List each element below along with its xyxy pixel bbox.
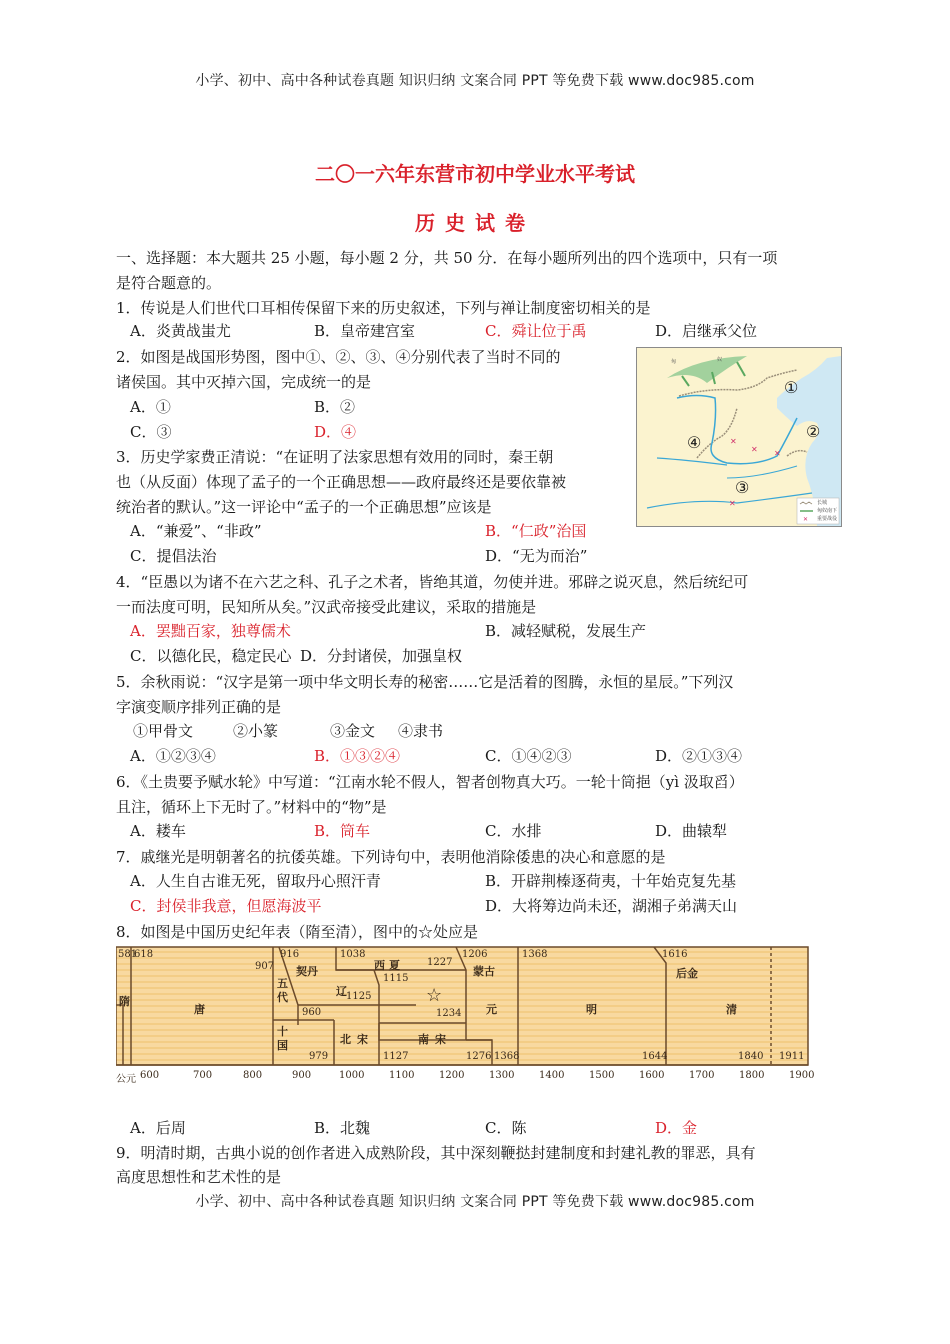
question-stem: 7．戚继光是明朝著名的抗倭英雄。下列诗句中，表明他消除倭患的决心和意愿的是 [116,848,666,866]
section-intro-line-2: 是符合题意的。 [116,274,222,292]
state-label-1: ① [784,378,799,397]
year-1115: 1115 [383,973,409,984]
axis-tick: 1400 [539,1070,565,1081]
svg-text:✕: ✕ [751,445,758,454]
year-1127: 1127 [383,1051,409,1062]
option-a[interactable]: A．人生自古谁无死，留取丹心照汗青 [130,872,381,890]
option-b-answer[interactable]: B．筒车 [314,822,371,840]
option-b-answer[interactable]: B．①③②④ [314,747,401,765]
legend-battle: 重要战役 [817,516,838,522]
axis-tick: 800 [243,1070,263,1081]
warring-states-map [636,347,842,527]
option-d-answer[interactable]: D．金 [655,1119,698,1137]
year-1227: 1227 [427,957,453,968]
year-581: 581 [118,949,138,960]
option-b[interactable]: B．北魏 [314,1119,371,1137]
option-c-answer[interactable]: C．舜让位于禹 [485,322,587,340]
axis-tick: 1000 [339,1070,365,1081]
year-1616: 1616 [662,949,688,960]
question-stem: 一而法度可明，民知所从矣。”汉武帝接受此建议，采取的措施是 [116,598,537,616]
svg-text:✕: ✕ [730,437,737,446]
year-916: 916 [280,949,300,960]
year-979: 979 [309,1051,329,1062]
svg-text:✕: ✕ [729,499,736,508]
option-b[interactable]: B．减轻赋税，发展生产 [485,622,647,640]
option-a[interactable]: A．后周 [130,1119,186,1137]
option-c[interactable]: C．水排 [485,822,542,840]
option-c-answer[interactable]: C．封侯非我意，但愿海波平 [130,897,322,915]
option-d[interactable]: D．曲辕犁 [655,822,728,840]
axis-tick: 1300 [489,1070,515,1081]
year-1125: 1125 [346,991,372,1002]
question-stem: 3．历史学家费正清说：“在证明了法家思想有效用的同时，秦王朝 [116,448,554,466]
year-907: 907 [255,961,275,972]
dynasty-ming: 明 [586,1003,597,1016]
axis-tick: 1200 [439,1070,465,1081]
item-1: ①甲骨文 [133,722,194,740]
legend-great-wall: 长城 [817,500,828,506]
year-1644: 1644 [642,1051,668,1062]
option-c[interactable]: C．③ [130,423,172,441]
axis-prefix: 公元 [116,1074,136,1085]
option-d-answer[interactable]: D．④ [314,423,357,441]
question-stem: 6．《土贵要予赋水轮》中写道：“江南水轮不假人，智者创物真大巧。一轮十筒挹（yì 汲取舀） [116,773,744,791]
item-4: ④隶书 [398,722,444,740]
option-a-answer[interactable]: A．罢黜百家，独尊儒术 [130,622,291,640]
year-1368-end: 1368 [494,1051,520,1062]
item-3: ③金文 [330,722,376,740]
exam-title: 二〇一六年东营市初中学业水平考试 [315,162,635,186]
question-stem: 且注，循环上下无时了。”材料中的“物”是 [116,798,387,816]
item-2: ②小篆 [233,722,279,740]
option-a[interactable]: A．耧车 [130,822,186,840]
year-1276: 1276 [466,1051,492,1062]
dynasty-sui: 隋 [119,995,130,1008]
option-b[interactable]: B．皇帝建宫室 [314,322,416,340]
question-stem: 诸侯国。其中灭掉六国，完成统一的是 [116,373,372,391]
dynasty-houjin: 后金 [676,967,698,980]
dynasty-tang: 唐 [194,1003,205,1016]
dynasty-beisong: 北宋 [340,1033,374,1046]
option-d[interactable]: D．“无为而治” [485,547,588,565]
dynasty-qing: 清 [726,1003,737,1016]
option-a[interactable]: A．“兼爱”、“非政” [130,522,262,540]
exam-subtitle: 历史试卷 [415,211,535,235]
option-d[interactable]: D．大将筹边尚未还，湖湘子弟满天山 [485,897,738,915]
option-b[interactable]: B．② [314,398,356,416]
state-label-2: ② [806,422,821,441]
dynasty-menggu: 蒙古 [473,965,495,978]
dynasty-liao: 辽 [336,985,347,998]
option-c[interactable]: C．陈 [485,1119,527,1137]
option-c[interactable]: C．①④②③ [485,747,572,765]
question-stem: 字演变顺序排列正确的是 [116,698,282,716]
footer-banner: 小学、初中、高中各种试卷真题 知识归纳 文案合同 PPT 等免费下载 www.doc985.com [195,1194,755,1210]
option-c[interactable]: C．提倡法治 [130,547,217,565]
dynasty-yuan: 元 [486,1003,497,1016]
question-stem: 2．如图是战国形势图，图中①、②、③、④分别代表了当时不同的 [116,348,561,366]
axis-tick: 1100 [389,1070,415,1081]
axis-tick: 1600 [639,1070,665,1081]
axis-tick: 700 [193,1070,213,1081]
question-stem: 高度思想性和艺术性的是 [116,1168,282,1186]
year-1234: 1234 [436,1008,462,1019]
question-stem: 5．余秋雨说：“汉字是第一项中华文明长寿的秘密……它是活着的图腾，永恒的星辰。”下列汉 [116,673,734,691]
question-stem: 4．“臣愚以为诸不在六艺之科、孔子之术者，皆绝其道，勿使并进。邪辟之说灭息，然后统纪可 [116,573,749,591]
option-b-answer[interactable]: B．“仁政”治国 [485,522,587,540]
question-stem: 1．传说是人们世代口耳相传保留下来的历史叙述，下列与禅让制度密切相关的是 [116,299,651,317]
year-618: 618 [134,949,154,960]
svg-text:✕: ✕ [803,516,809,523]
question-stem: 8．如图是中国历史纪年表（隋至清），图中的☆处应是 [116,923,479,941]
axis-tick: 1700 [689,1070,715,1081]
dynasty-wudai: 五代 [277,977,288,1004]
year-1368-start: 1368 [522,949,548,960]
section-intro-line-1: 一、选择题：本大题共 25 小题，每小题 2 分，共 50 分．在每小题所列出的四个选项中，只有一项 [116,249,778,267]
star-icon: ☆ [426,985,443,1006]
year-1911: 1911 [779,1051,805,1062]
state-label-3: ③ [735,478,750,497]
axis-tick: 600 [140,1070,160,1081]
question-stem: 统治者的默认。”这一评论中“孟子的一个正确思想”应该是 [116,498,492,516]
dynasty-xixia: 西夏 [374,959,404,972]
dynasty-nansong: 南宋 [418,1033,452,1046]
header-banner: 小学、初中、高中各种试卷真题 知识归纳 文案合同 PPT 等免费下载 www.doc985.com [195,73,755,89]
dynasty-shiguo: 十国 [277,1025,288,1052]
axis-tick: 900 [292,1070,312,1081]
axis-tick: 1900 [789,1070,815,1081]
option-a[interactable]: A．① [130,398,171,416]
xiongnu-label: 匈 [671,359,677,365]
option-c[interactable]: C．以德化民，稳定民心 [130,647,292,665]
axis-tick: 1800 [739,1070,765,1081]
xiongnu-label: 奴 [717,357,723,363]
dynasty-qidan: 契丹 [296,965,318,978]
option-d[interactable]: D．启继承父位 [655,322,758,340]
option-a[interactable]: A．炎黄战蚩尤 [130,322,231,340]
timeline-graphic [116,945,816,1090]
option-d[interactable]: D．②①③④ [655,747,743,765]
option-a[interactable]: A．①②③④ [130,747,216,765]
svg-text:✕: ✕ [774,449,781,458]
dynasty-timeline-chart [116,945,816,1090]
year-1840: 1840 [738,1051,764,1062]
option-b[interactable]: B．开辟荆榛逐荷夷，十年始克复先基 [485,872,737,890]
year-1206: 1206 [462,949,488,960]
legend-xiongnu-south: 匈奴南下 [817,508,838,514]
state-label-4: ④ [687,433,702,452]
year-960: 960 [302,1007,322,1018]
question-stem: 9．明清时期，古典小说的创作者进入成熟阶段，其中深刻鞭挞封建制度和封建礼教的罪恶，具有 [116,1144,756,1162]
option-d[interactable]: D．分封诸侯，加强皇权 [300,647,463,665]
year-1038: 1038 [340,949,366,960]
axis-tick: 1500 [589,1070,615,1081]
question-stem: 也（从反面）体现了孟子的一个正确思想——政府最终还是要依靠被 [116,473,567,491]
